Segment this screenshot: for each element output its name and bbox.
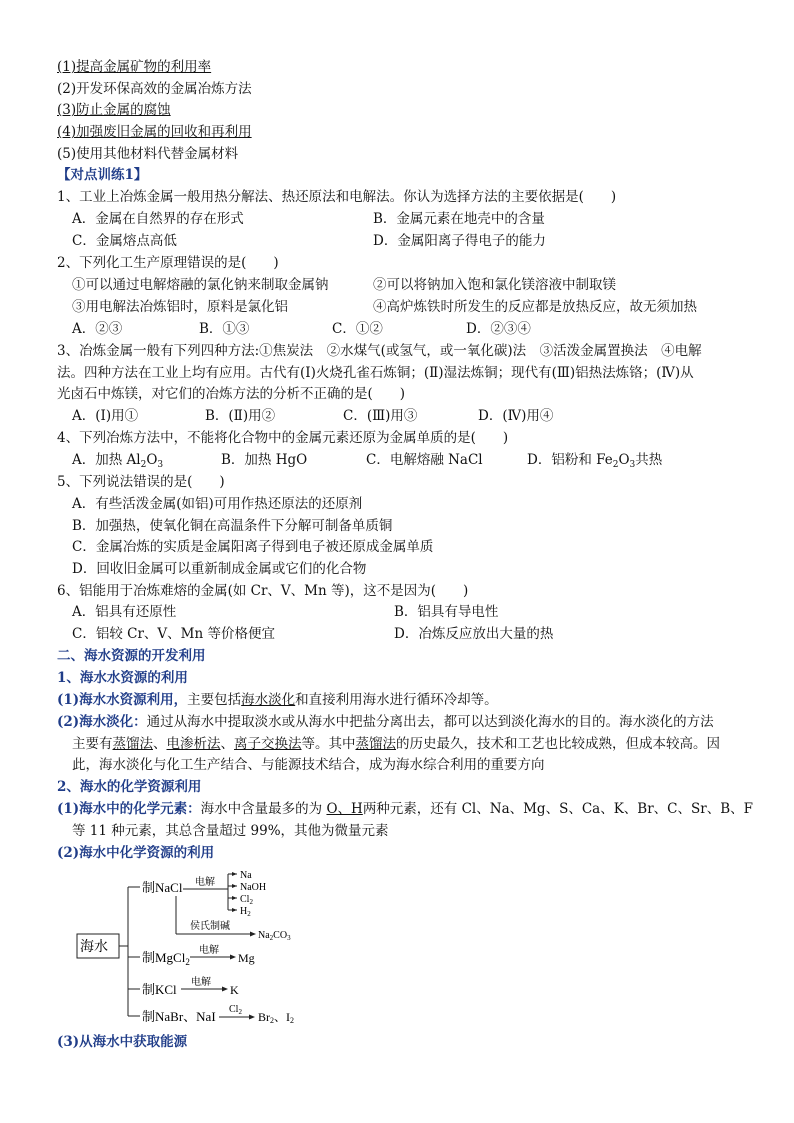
branch-kcl: 制KCl [142,982,177,997]
q4-option-a: A．加热 $Al_2O_3$ [72,452,164,470]
q5-stem: 5、下列说法错误的是( ) [57,474,225,490]
q5-option-a: A．有些活泼金属(如铝)可用作热还原法的还原剂 [72,496,363,512]
branch-mgcl2: 制MgCl$_2$ [142,950,190,967]
q3-option-d: D．(Ⅳ)用④ [478,408,554,424]
q5-option-b: B．加强热，使氧化铜在高温条件下分解可制备单质铜 [72,518,393,534]
measure-2: (2)开发环保高效的金属冶炼方法 [57,81,252,97]
branch-nacl-arrow-label: 电解 [195,877,215,888]
q2-option-b: B．①③ [199,321,250,337]
product-mg: Mg [238,951,255,965]
q6-stem: 6、铝能用于冶炼难熔的金属(如 Cr、V、Mn 等)，这不是因为( ) [57,583,469,599]
section2-p5-label: (3)从海水中获取能源 [57,1034,188,1050]
q4-option-b: B．加热 HgO [221,452,308,468]
q2-statement-2: ②可以将钠加入饱和氯化镁溶液中制取镁 [373,277,616,293]
q1-stem: 1、工业上冶炼金属一般用热分解法、热还原法和电解法。你认为选择方法的主要依据是( ) [57,189,617,205]
section2-p2-line2: 主要有蒸馏法、电渗析法、离子交换法等。其中蒸馏法的历史最久，技术和工艺也比较成熟，但成本较高。因 [72,736,720,752]
q5-option-d: D．回收旧金属可以重新制成金属或它们的化合物 [72,561,367,577]
q6-option-c: C．铝较 Cr、V、Mn 等价格便宜 [72,626,275,642]
q6-option-d: D．冶炼反应放出大量的热 [394,626,554,642]
section2-p2-line3: 此，海水淡化与化工生产结合、与能源技术结合，成为海水综合利用的重要方向 [72,757,545,773]
q3-line-3: 光卤石中炼镁，对它们的冶炼方法的分析不正确的是( ) [57,386,406,402]
q3-option-a: A．(Ⅰ)用① [72,408,139,424]
product-br2-i2: Br2、I2 [258,1010,294,1025]
q2-option-d: D．②③④ [466,321,531,337]
section2-p3-line2: 等 11 种元素，其总含量超过 99%，其他为微量元素 [72,823,389,839]
q6-option-b: B．铝具有导电性 [394,604,499,620]
q3-option-b: B．(Ⅱ)用② [205,408,276,424]
q1-option-d: D．金属阳离子得电子的能力 [373,233,546,249]
section2-p1: (1)海水水资源利用，主要包括海水淡化和直接利用海水进行循环冷却等。 [57,692,498,708]
q3-option-c: C．(Ⅲ)用③ [343,408,418,424]
q1-option-c: C．金属熔点高低 [72,233,177,249]
section2-sub1: 1、海水水资源的利用 [57,670,188,686]
product-naoh: NaOH [240,882,267,893]
branch-nabr-arrow-label: $Cl_2$ [229,1004,242,1016]
q2-statement-3: ③用电解法冶炼铝时，原料是氯化铝 [72,299,288,315]
q4-option-c: C．电解熔融 NaCl [366,452,483,468]
q2-statement-1: ①可以通过电解熔融的氯化钠来制取金属钠 [72,277,329,293]
product-h2: $H_2$ [240,906,251,918]
section2-title: 二、海水资源的开发利用 [57,648,206,664]
product-cl2: $Cl_2$ [240,894,253,906]
measure-4: (4)加强废旧金属的回收和再利用 [57,124,252,140]
hou-process-label: 侯氏制碱 [190,921,230,932]
section2-sub2: 2、海水的化学资源利用 [57,779,202,795]
q3-line-2: 法。四种方法在工业上均有应用。古代有(Ⅰ)火烧孔雀石炼铜；(Ⅱ)湿法炼铜；现代有(Ⅲ)铝热法炼铬；(Ⅳ)从 [57,365,694,381]
branch-nacl: 制NaCl [142,880,183,895]
measure-1: (1)提高金属矿物的利用率 [57,59,212,75]
q3-line-1: 3、冶炼金属一般有下列四种方法:①焦炭法 ②水煤气(或氢气，或一氧化碳)法 ③活泼金属置换法 ④电解 [57,343,702,359]
product-na: Na [240,870,252,881]
q4-option-d: D．铝粉和 $Fe_2O_3$共热 [527,452,663,470]
measure-3: (3)防止金属的腐蚀 [57,102,171,118]
q2-stem: 2、下列化工生产原理错误的是( ) [57,255,279,271]
q2-option-c: C．①② [332,321,383,337]
diagram-source: 海水 [80,940,108,955]
measure-5: (5)使用其他材料代替金属材料 [57,146,239,162]
training-title: 【对点训练1】 [57,167,148,183]
branch-mgcl2-arrow-label: 电解 [199,945,219,956]
branch-nabr-nai: 制NaBr、NaI [142,1009,216,1024]
q5-option-c: C．金属冶炼的实质是金属阳离子得到电子被还原成金属单质 [72,539,434,555]
product-na2co3: $Na_2CO_3$ [258,930,291,942]
q1-option-b: B．金属元素在地壳中的含量 [373,211,545,227]
section2-p2-line1: (2)海水淡化：通过从海水中提取淡水或从海水中把盐分离出去，都可以达到淡化海水的目的。海水淡化的方法 [57,714,714,730]
q1-option-a: A．金属在自然界的存在形式 [72,211,244,227]
q2-statement-4: ④高炉炼铁时所发生的反应都是放热反应，故无须加热 [373,299,697,315]
section2-p3-line1: (1)海水中的化学元素：海水中含量最多的为 O、H两种元素，还有 Cl、Na、Mg、S、Ca、K、Br、C、Sr、B、F [57,801,753,817]
q2-option-a: A．②③ [72,321,123,337]
q6-option-a: A．铝具有还原性 [72,604,177,620]
section2-p4-label: (2)海水中化学资源的利用 [57,845,215,861]
branch-kcl-arrow-label: 电解 [191,977,211,988]
q4-stem: 4、下列冶炼方法中，不能将化合物中的金属元素还原为金属单质的是( ) [57,430,509,446]
product-k: K [230,983,239,997]
